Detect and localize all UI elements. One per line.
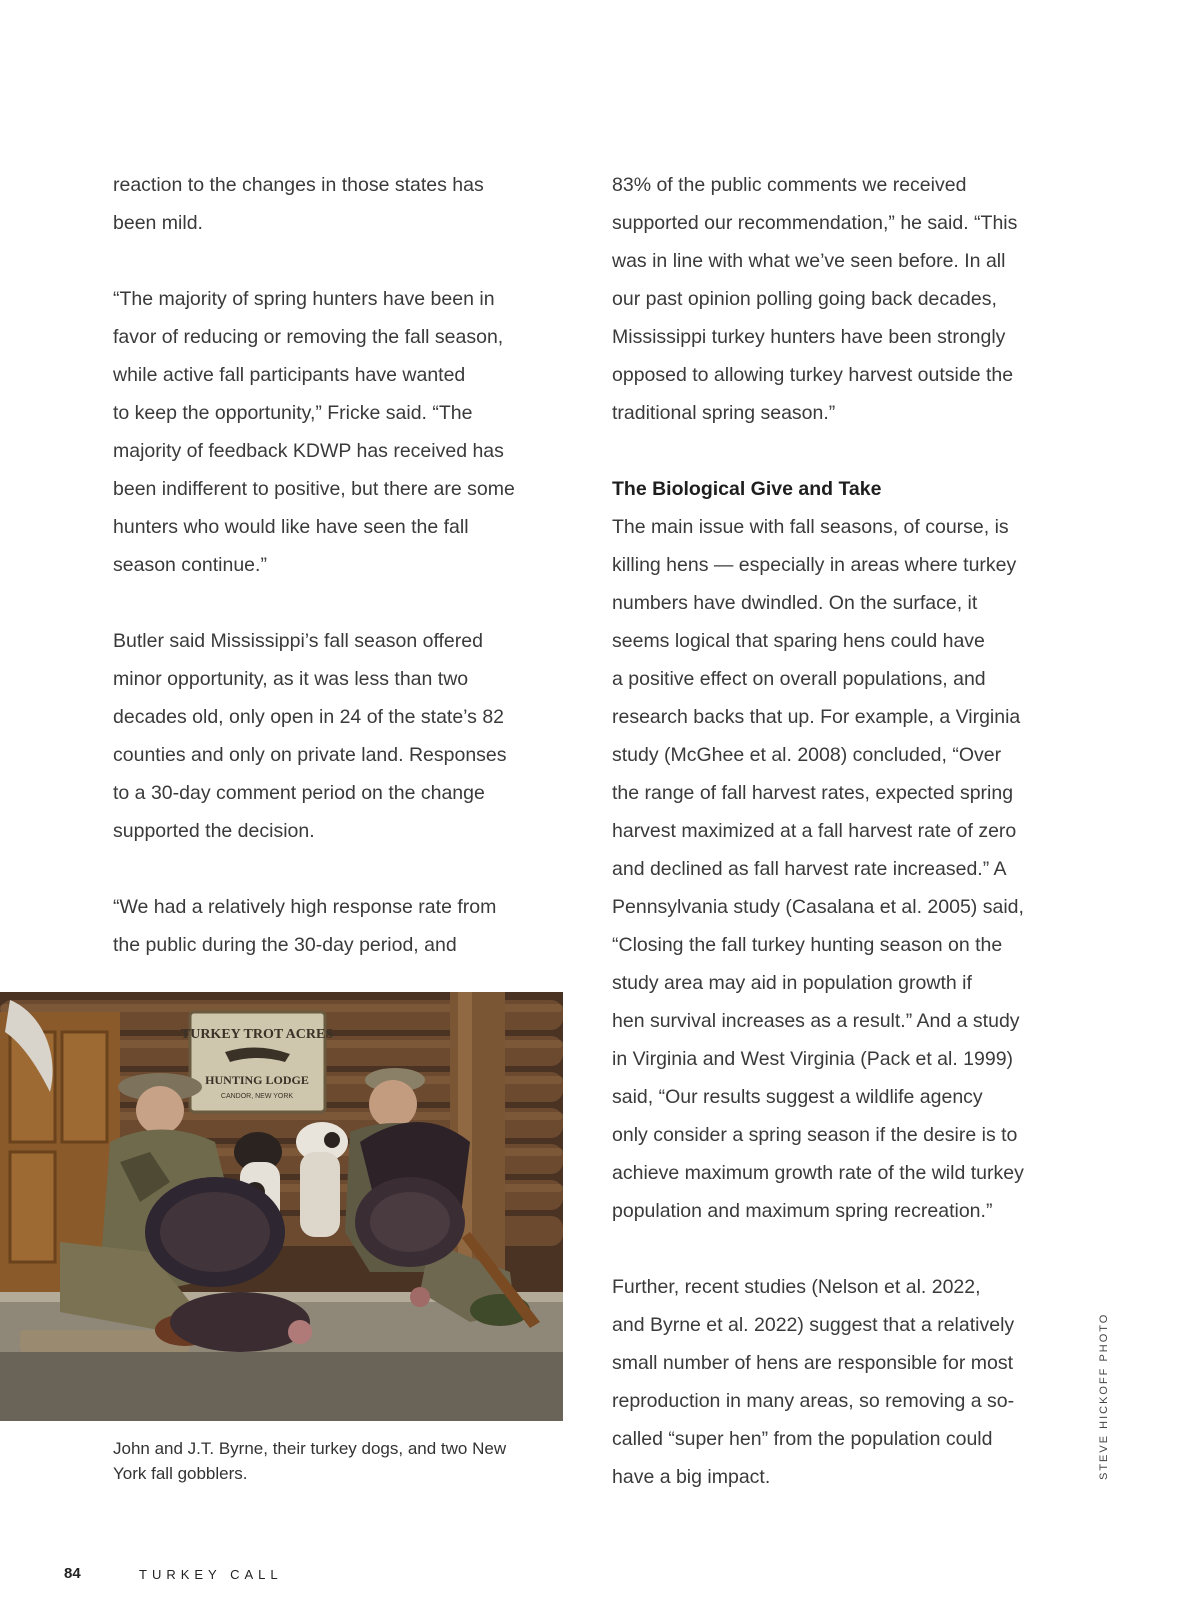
paragraph: Further, recent studies (Nelson et al. 2022, and Byrne et al. 2022) suggest that a relatively small number of hens are responsible for most reproduction in many areas, so removing a so- called “super hen” from the population could have a big impact. xyxy=(612,1276,1015,1488)
left-column xyxy=(113,166,573,964)
photo-credit: STEVE HICKOFF PHOTO xyxy=(1098,1312,1110,1480)
paragraph: “The majority of spring hunters have been in favor of reducing or removing the fall season, while active fall participants have wanted to keep the opportunity,” Fricke said. “The majority of feedback KDWP has received has been indifferent to positive, but there are some hunters who would like have seen the fall season continue.” xyxy=(113,288,515,576)
right-column xyxy=(612,166,1072,1496)
hunters-photo xyxy=(0,992,563,1421)
sign-line-1: TURKEY TROT ACRES xyxy=(180,1027,334,1042)
paragraph: reaction to the changes in those states has been mild. xyxy=(113,174,484,234)
paragraph: “We had a relatively high response rate from the public during the 30-day period, and xyxy=(113,896,497,956)
magazine-title: TURKEY CALL xyxy=(139,1567,283,1582)
photo-caption: John and J.T. Byrne, their turkey dogs, and two New York fall gobblers. xyxy=(113,1439,507,1483)
section-heading: The Biological Give and Take xyxy=(612,478,882,500)
sign-line-2: HUNTING LODGE xyxy=(205,1073,309,1087)
paragraph: The main issue with fall seasons, of course, is killing hens — especially in areas where turkey numbers have dwindled. On the surface, it seems logical that sparing hens could have a positive effect on overall populations, and research backs that up. For example, a Virginia study (McGhee et al. 2008) concluded, “Over the range of fall harvest rates, expected spring harvest maximized at a fall harvest rate of zero and declined as fall harvest rate increased.” A Pennsylvania study (Casalana et al. 2005) said, “Closing the fall turkey hunting season on the study area may aid in population growth if hen survival increases as a result.” And a study in Virginia and West Virginia (Pack et al. 1999) said, “Our results suggest a wildlife agency only consider a spring season if the desire is to achieve maximum growth rate of the wild turkey population and maximum spring recreation.” xyxy=(612,516,1024,1222)
paragraph: Butler said Mississippi’s fall season offered minor opportunity, as it was less than two decades old, only open in 24 of the state’s 82 counties and only on private land. Responses to a 30-day comment period on the change supported the decision. xyxy=(113,630,507,842)
sign-line-3: CANDOR, NEW YORK xyxy=(220,1093,294,1100)
paragraph: 83% of the public comments we received supported our recommendation,” he said. “This was in line with what we’ve seen before. In all our past opinion polling going back decades, Mississippi turkey hunters have been strongly opposed to allowing turkey harvest outside the traditional spring season.” xyxy=(612,174,1018,424)
page-number: 84 xyxy=(64,1565,81,1582)
